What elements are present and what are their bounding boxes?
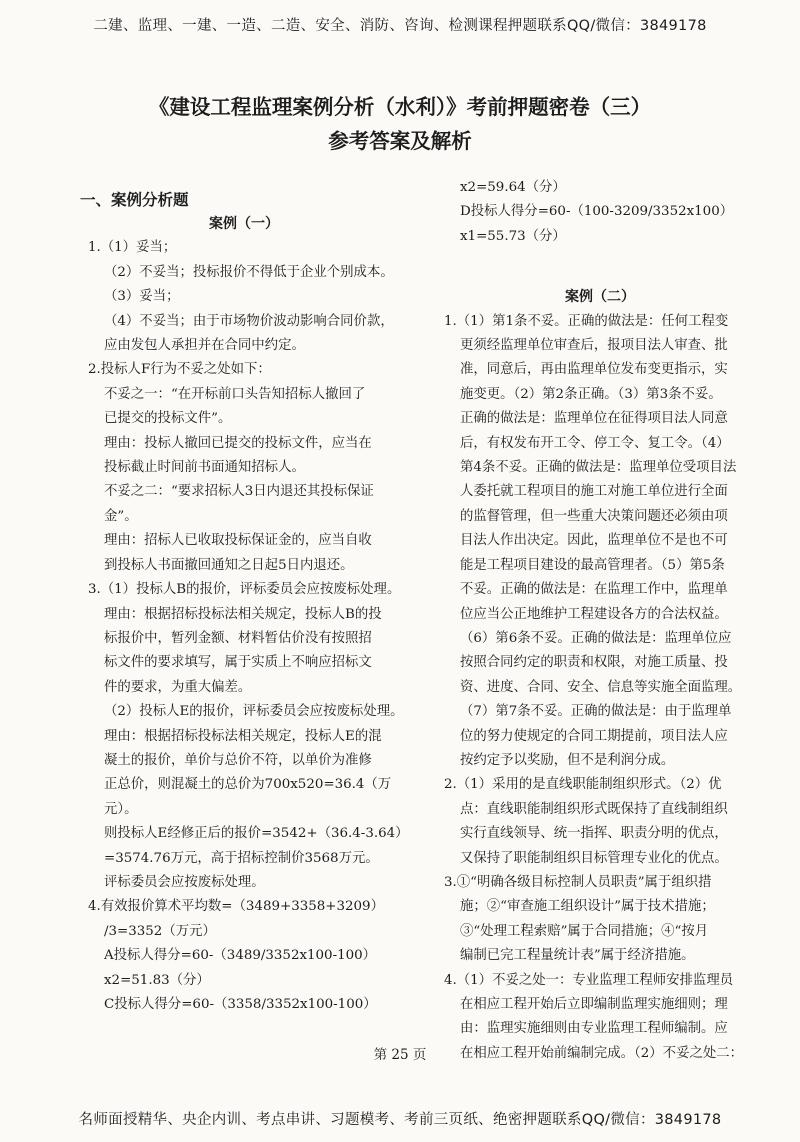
answer-line: 实行直线领导、统一指挥、职责分明的优点， [460,826,728,842]
answer-line: C投标人得分=60-（3358/3352x100-100） [104,997,377,1012]
answer-line: 理由：根据招标投标法相关规定，投标人E的混 [104,728,382,744]
answer-line: 人委托就工程项目的施工对施工单位进行全面 [460,484,728,500]
right-column [440,176,760,1066]
answer-line: 由：监理实施细则由专业监理工程师编制。应 [460,1021,728,1037]
answer-line: 则投标人E经修正后的报价=3542+（36.4-3.64） [104,826,409,842]
answer-line: 标报价中，暂列金额、材料暂估价没有按照招 [104,630,372,646]
answer-line: 施变更。（2）第2条正确。（3）第3条不妥。 [460,386,722,402]
page-footer: 名师面授精华、央企内训、考点串讲、习题模考、考前三页纸、绝密押题联系QQ/微信：3849178 [78,1112,722,1128]
answer-line: 3.①“明确各级目标控制人员职责”属于组织措 [444,874,712,890]
answer-line: A投标人得分=60-（3489/3352x100-100） [104,948,377,964]
answer-line: 目法人作出决定。因此，监理单位不是也不可 [460,533,728,549]
answer-line: （6）第6条不妥。正确的做法是：监理单位应 [460,630,732,646]
case-heading: 案例（二） [565,289,635,306]
answer-line: 元）。 [104,801,138,817]
answer-line: 1.（1）第1条不妥。正确的做法是：任何工程变 [444,313,729,329]
answer-line: （2）不妥当；投标报价不得低于企业个别成本。 [104,264,394,280]
answer-line: 正总价，则混凝土的总价为700x520=36.4（万 [104,777,392,793]
left-column [84,212,409,1017]
answer-line: 应由发包人承担并在合同中约定。 [104,338,305,354]
answer-line: 又保持了职能制组织目标管理专业化的优点。 [460,850,728,866]
answer-line: 到投标人书面撤回通知之日起5日内退还。 [104,557,354,573]
answer-line: x2=59.64（分） [460,180,566,195]
answer-line: ③“处理工程索赔”属于合同措施；④“按月 [460,923,709,939]
answer-line: 4.（1）不妥之处一：专业监理工程师安排监理员 [444,972,734,988]
answer-line: 评标委员会应按废标处理。 [104,874,265,890]
section-heading: 一、案例分析题 [80,191,189,209]
case-heading: 案例（一） [209,216,279,232]
answer-line: 金”。 [104,508,138,524]
answer-line: 更须经监理单位审查后，报项目法人审查、批 [460,338,728,354]
answer-line: 第4条不妥。正确的做法是：监理单位受项目法 [460,460,737,476]
document-subtitle: 参考答案及解析 [328,129,472,153]
answer-line: 不妥之二：“要求招标人3日内退还其投标保证 [104,484,374,500]
answer-line: 凝土的报价，单价与总价不符，以单价为准修 [104,752,372,768]
answer-line: 编制已完工程量统计表”属于经济措施。 [460,948,695,964]
answer-line: 施；②“审查施工组织设计”属于技术措施； [460,899,715,915]
answer-line: （7）第7条不妥。正确的做法是：由于监理单 [460,704,732,720]
answer-line: 在相应工程开始后立即编制监理实施细则；理 [460,997,728,1012]
answer-line: D投标人得分=60-（100-3209/3352x100） [460,204,734,220]
answer-line: （4）不妥当；由于市场物价波动影响合同价款， [104,313,394,329]
answer-line: 2.（1）采用的是直线职能制组织形式。（2）优 [444,777,722,793]
answer-line: 不妥。正确的做法是：在监理工作中，监理单 [460,582,728,598]
answer-line: 理由：投标人撤回已提交的投标文件，应当在 [104,435,372,451]
answer-line: x1=55.73（分） [460,228,566,244]
answer-line: 件的要求，为重大偏差。 [104,679,252,695]
answer-line: 按约定予以奖励，但不是利润分成。 [460,752,675,768]
answer-line: 准，同意后，再由监理单位发布变更指示，实 [460,362,728,378]
spacer [440,249,760,285]
page-header: 二建、监理、一建、一造、二造、安全、消防、咨询、检测课程押题联系QQ/微信：3849178 [93,18,707,34]
answer-line: x2=51.83（分） [104,972,210,988]
answer-line: 标文件的要求填写，属于实质上不响应招标文 [104,655,372,671]
answer-line: 2.投标人F行为不妥之处如下： [88,362,271,378]
answer-line: 3.（1）投标人B的报价，评标委员会应按废标处理。 [88,582,401,598]
answer-line: =3574.76万元，高于招标控制价3568万元。 [104,850,379,866]
answer-line: 投标截止时间前书面通知招标人。 [104,460,305,476]
answer-line: 理由：根据招标投标法相关规定，投标人B的投 [104,606,382,622]
answer-line: 的监督管理，但一些重大决策问题还必须由项 [460,508,728,524]
page-number: 第 25 页 [373,1047,427,1063]
answer-line: 位的努力使规定的合同工期提前，项目法人应 [460,728,728,744]
document-title: 《建设工程监理案例分析（水利）》考前押题密卷（三） [148,95,652,119]
answer-line: 1.（1）妥当； [88,240,177,256]
answer-line: 已提交的投标文件”。 [104,411,232,427]
answer-line: /3=3352（万元） [104,923,216,939]
answer-line: 4.有效报价算术平均数=（3489+3358+3209） [88,899,384,915]
answer-line: 后，有权发布开工令、停工令、复工令。（4） [460,435,730,451]
answer-line: 理由：招标人已收取投标保证金的，应当自收 [104,533,372,549]
answer-line: 点：直线职能制组织形式既保持了直线制组织 [460,801,728,817]
answer-line: 不妥之一：“在开标前口头告知招标人撤回了 [104,386,366,402]
answer-line: 位应当公正地维护工程建设各方的合法权益。 [460,606,728,622]
answer-line: （2）投标人E的报价，评标委员会应按废标处理。 [104,704,404,720]
answer-line: 能是工程项目建设的最高管理者。（5）第5条 [460,557,725,573]
answer-line: 按照合同约定的职责和权限，对施工质量、投 [460,655,728,671]
answer-line: 正确的做法是：监理单位在征得项目法人同意 [460,411,728,427]
answer-line: （3）妥当； [104,289,180,305]
answer-line: 资、进度、合同、安全、信息等实施全面监理。 [460,679,742,695]
answer-line: 在相应工程开始前编制完成。（2）不妥之处二： [460,1045,744,1061]
